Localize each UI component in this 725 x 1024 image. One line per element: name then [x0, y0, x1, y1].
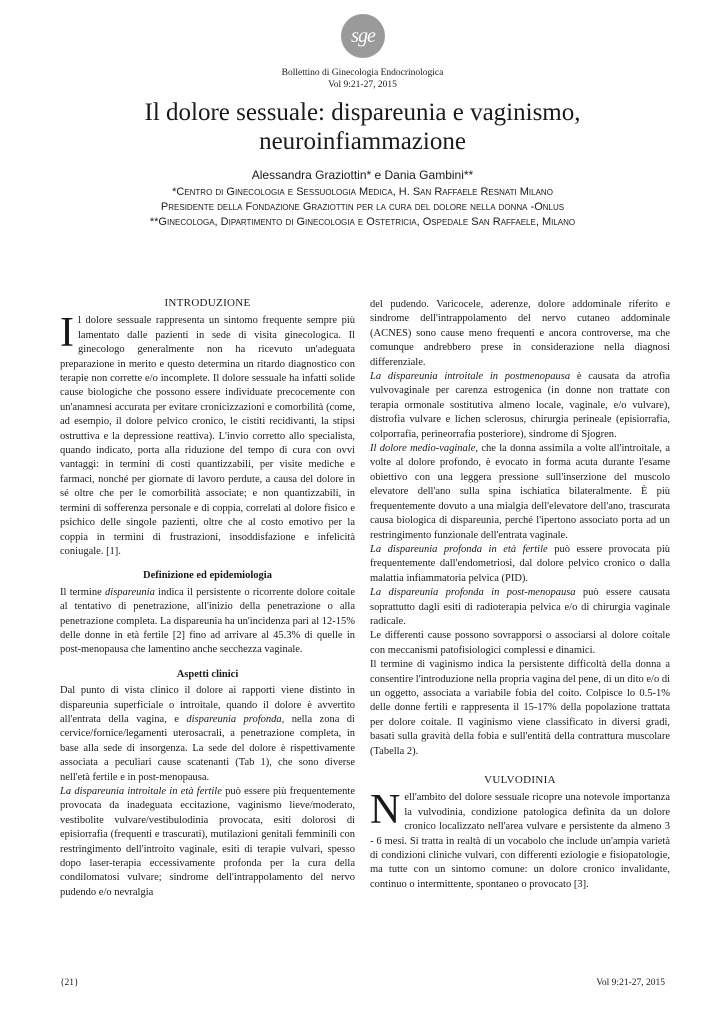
journal-name: Bollettino di Ginecologia Endocrinologica [281, 68, 444, 78]
italic-term: La dispareunia introitale in postmenopausa [370, 371, 571, 383]
right-column [370, 298, 670, 892]
vulvodinia-heading: VULVODINIA [484, 774, 556, 786]
footer-volume: Vol 9:21-27, 2015 [596, 978, 665, 988]
affiliation-2: Presidente della Fondazione Graziottin per la cura del dolore nella donna -Onlus [160, 201, 565, 213]
italic-term: La dispareunia profonda in età fertile [370, 543, 548, 555]
logo-text: sge [351, 24, 375, 47]
intro-paragraph [60, 310, 355, 559]
authors: Alessandra Graziottin* e Dania Gambini** [251, 168, 474, 182]
text-run: può essere causata soprattutto dagli esiti di radioterapia pelvica e/o di chirurgia vaginale radicale. [370, 587, 670, 627]
text-run: indica il persistente o ricorrente dolore coitale al tentativo di penetrazione, all'inizio della penetrazione o alla penetrazione completa. La dispareunia ha un'incidenza pari al 12-15% delle donne in età fertile [2] fino ad arrivare al 45.3% di quelle in post-menopausa che lamentino anche secchezza vaginale. [60, 586, 356, 656]
text-run: Dal punto di vista clinico il dolore ai rapporti viene distinto in dispareunia superficiale o introitale, quando il dolore è avvertito all'entrata della vagina, e [60, 685, 355, 725]
definition-heading: Definizione ed epidemiologia [143, 570, 272, 582]
vulvodinia-dropcap: N [370, 787, 401, 834]
journal-volume: Vol 9:21-27, 2015 [328, 80, 397, 90]
text-run: può essere provocata più frequentemente dall'endometriosi, dal dolore pelvico cronico o dalla malattia infiammatoria pelvica (PID). [370, 543, 670, 584]
article-title [60, 98, 665, 156]
title-line-1: Il dolore sessuale: dispareunia e vaginismo, [144, 99, 581, 126]
right-paragraph-5 [370, 586, 670, 629]
right-paragraph-3 [370, 442, 670, 543]
definition-paragraph [60, 586, 355, 658]
italic-term: Il dolore medio-vaginale, [370, 443, 479, 455]
right-paragraph-7: Il termine di vaginismo indica la persistente difficoltà della donna a consentire l'introduzione nella propria vagina del pene, di un dito e/o di un oggetto, associata a variabile fobia del coito. Colpisce lo 0.5-1% delle donne fertili e rappresenta il 15-17% della popolazione trattata per dolore coitale. Il vaginismo viene classificato in diversi gradi, basati sulla gravità della fobia e sull'entità della contrattura muscolare (Tabella 2). [370, 659, 670, 757]
title-line-2: neuroinfiammazione [259, 128, 466, 155]
intro-dropcap: I [60, 310, 74, 357]
text-run: che la donna assimila a volte all'introitale, a volte al dolore profondo, è evocato in forma acuta durante l'esame obiettivo con una leggera pressione sull'inserzione del muscolo elevatore dell'ano sulla spina ischiatica bilateralmente. È più frequentemente dovuto a una mialgia dell'elevatore dell'ano, trascurata causa biologica di dispareunia, perché l'ipertono associato porta ad un restringimento funzionale dell'entrata vaginale. [370, 443, 670, 541]
page-number: {21} [60, 978, 79, 988]
intro-heading: INTRODUZIONE [164, 297, 251, 309]
text-run: , nella zona di cervice/fornice/legamenti uterosacrali, a penetrazione completa, in base alla sede di insorgenza. La sede del dolore è rispettivamente associata a peculiari cause scatenanti (Tab 1), che sono diverse nell'età fertile e in post-menopausa. [60, 713, 355, 783]
italic-term: dispareunia profonda [186, 713, 282, 725]
right-paragraph-4 [370, 543, 670, 586]
journal-header [0, 67, 725, 91]
clinical-paragraph-2 [60, 785, 355, 900]
italic-term: La dispareunia profonda in post-menopausa [370, 587, 576, 599]
right-paragraph-6: Le differenti cause possono sovrapporsi o associarsi al dolore coitale con meccanismi patofisiologici complessi e dinamici. [370, 630, 670, 656]
vulvodinia-paragraph [370, 787, 670, 892]
text-run: Il termine [60, 586, 106, 598]
right-paragraph-1: del pudendo. Varicocele, aderenze, dolore addominale riferito e sindrome dell'intrappolamento del nervo cutaneo addominale (ACNES) sono cause meno frequenti e ancora controverse, ma che comunque andrebbero prese in considerazione nella diagnosi differenziale. [370, 299, 670, 368]
affiliation-3: **Ginecologa, Dipartimento di Ginecologia e Ostetricia, Ospedale San Raffaele, Milano [149, 216, 576, 228]
italic-term: dispareunia [105, 586, 155, 598]
intro-text: l dolore sessuale rappresenta un sintomo frequente sempre più lamentato dalle pazienti in sede di visita ginecologica. Il ginecologo generalmente non ha ricevuto un'adeguata preparazione in merito e questo determina un ritardo diagnostico con terapie non corrette e/o incomplete. Il dolore sessuale ha infatti solide cause biologiche che possono essere individuate precocemente con un'anamnesi accurata per evitare cronicizzazioni e comorbilità (come, ad esempio, il dolore pelvico cronico, le cistiti recidivanti, la stipsi ostruttiva e la depressione reattiva). L'invio corretto allo specialista, quando indicato, porta alla riduzione del tempo di cura con ovvi vantaggi: in termini di costi quantizzabili, per visite mediche e farmaci, nonché per giornate di lavoro perdute, a causa del dolore in sé oltre che per le comorbilità associate; e non quantizzabili, in termini di sofferenza personale e di coppia, correlati al dolore fisico e psichico delle singole pazienti, oltre che al costo emotivo per la coppia in termini di frustrazioni, insoddisfazione e infelicità coniugale. [1]. [60, 315, 355, 557]
vulvodinia-text: ell'ambito del dolore sessuale ricopre una notevole importanza la vulvodinia, condizione patologica definita da un dolore cronico localizzato nell'area vulvare e persistente da almeno 3 - 6 mesi. Si tratta in realtà di un vocabolo che include un'ampia varietà di condizioni cliniche vulvari, con differenti eziologie e fisiopatologie, ma tutte con un sintomo comune: un dolore cronico invalidante, continuo o intermittente, spontaneo o provocato [3]. [370, 792, 670, 890]
text-run: è causata da atrofia vulvovaginale per carenza estrogenica (in donne non trattate con terapia ormonale sostitutiva almeno locale, vaginale, e/o vulvare), distrofia vulvare e lichen sclerosus, chirurgia perineale (episiorrafia, colporrafia, perineorrafia posteriore), sindrome di Sjogren. [370, 371, 670, 440]
left-column [60, 296, 355, 900]
italic-term: La dispareunia introitale in età fertile [60, 786, 222, 797]
journal-logo [341, 14, 385, 58]
clinical-heading: Aspetti clinici [176, 668, 239, 680]
right-paragraph-2 [370, 370, 670, 442]
text-run: può essere più frequentemente provocata da inadeguata eccitazione, vaginismo lieve/moderato, vestibolite vulvare/vestibulodinia provocata, esiti dolorosi di episiorrafia (frequenti e trascurati), mutilazioni genitali femminili con restringimento dell'introito vaginale, esiti di terapie vulvari, spesso dopo laser-terapia eccessivamente profonda per la cura della condilomatosi vulvare; sindrome dell'intrappolamento del nervo pudendo e/o nevralgia [60, 786, 355, 898]
clinical-paragraph-1 [60, 684, 355, 785]
affiliation-1: *Centro di Ginecologia e Sessuologia Medica, H. San Raffaele Resnati Milano [172, 186, 553, 198]
